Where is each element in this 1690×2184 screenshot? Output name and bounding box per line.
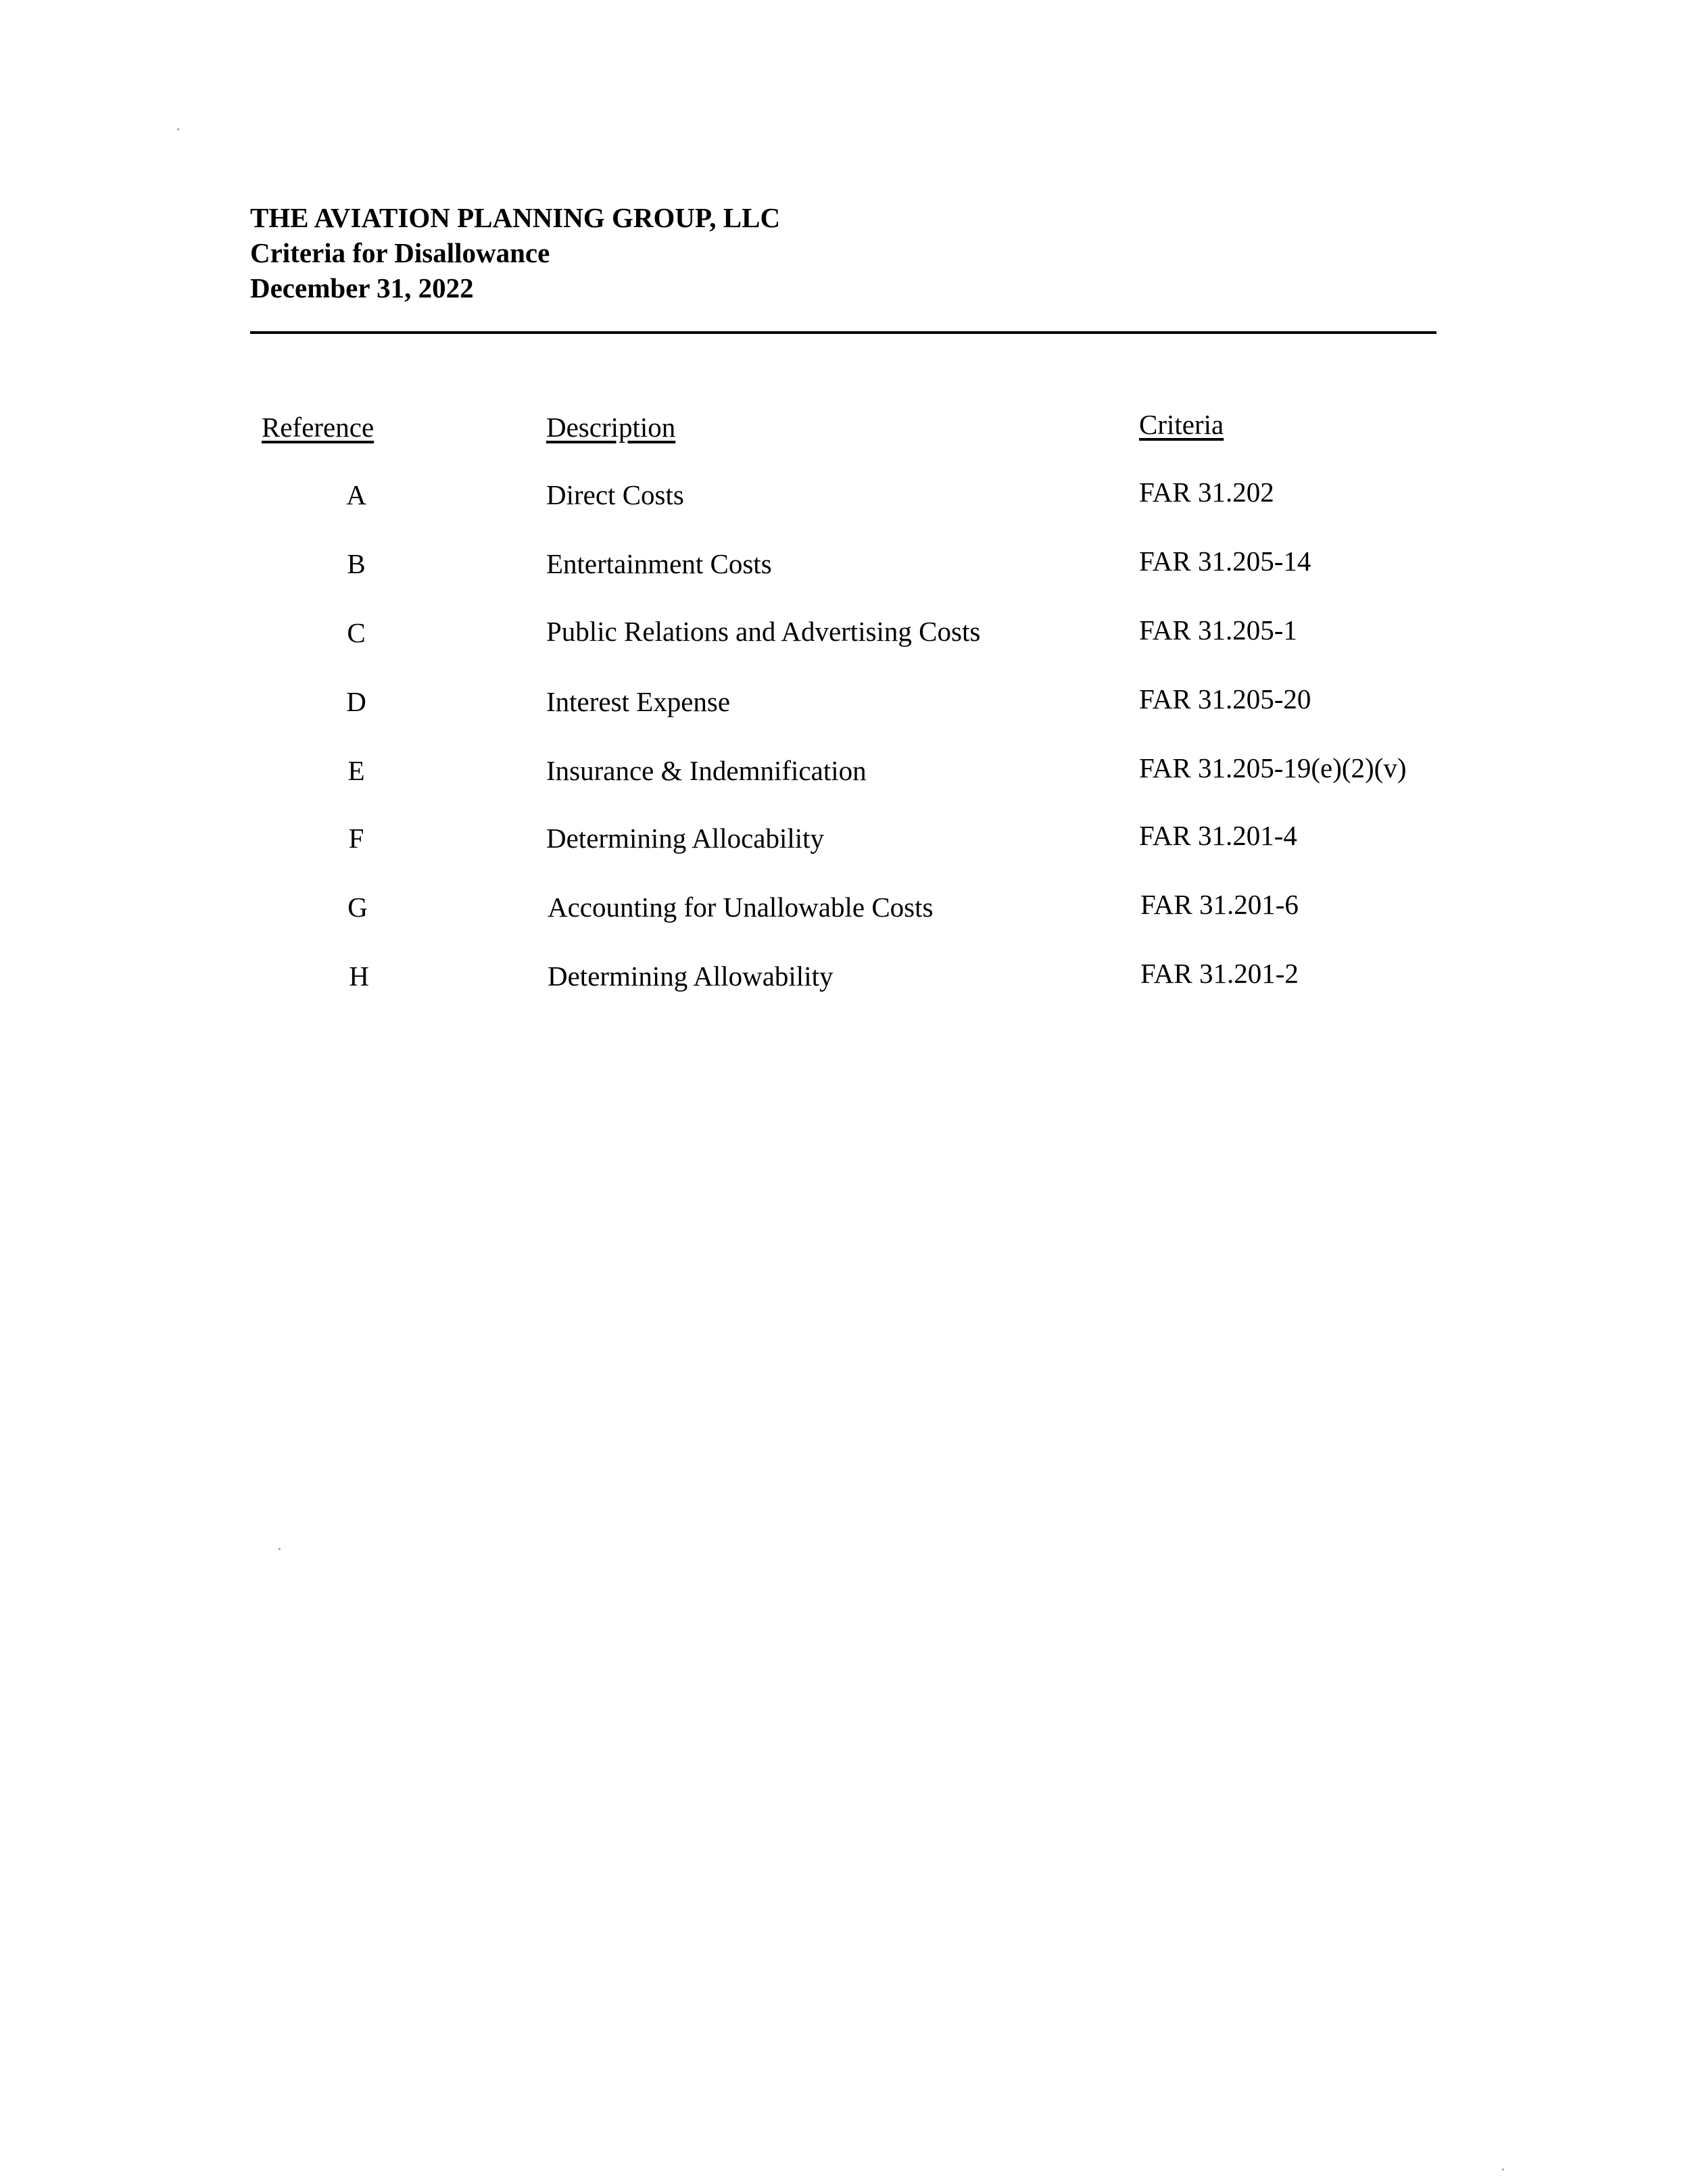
row-criteria: FAR 31.201-4 <box>1139 820 1297 851</box>
column-header-criteria: Criteria <box>1139 409 1224 440</box>
row-reference: G <box>347 892 368 923</box>
row-description: Determining Allocability <box>546 823 825 854</box>
row-criteria: FAR 31.205-20 <box>1139 683 1311 714</box>
row-criteria: FAR 31.201-6 <box>1140 889 1299 920</box>
scan-speck <box>177 128 179 130</box>
row-reference: D <box>346 686 366 717</box>
row-criteria: FAR 31.205-14 <box>1139 545 1311 577</box>
scan-speck <box>1502 2168 1504 2170</box>
row-reference: H <box>349 961 369 992</box>
row-description: Public Relations and Advertising Costs <box>546 616 981 647</box>
row-description: Direct Costs <box>546 479 684 510</box>
row-description: Insurance & Indemnification <box>546 755 867 786</box>
row-reference: C <box>347 617 366 648</box>
row-criteria: FAR 31.205-1 <box>1139 614 1297 646</box>
document-date: December 31, 2022 <box>250 272 474 304</box>
row-description: Entertainment Costs <box>546 548 772 579</box>
row-reference: E <box>347 755 365 786</box>
row-criteria: FAR 31.202 <box>1139 477 1274 508</box>
document-subtitle: Criteria for Disallowance <box>250 237 550 268</box>
row-reference: F <box>348 823 364 854</box>
row-reference: B <box>347 548 366 579</box>
column-header-reference: Reference <box>262 412 375 443</box>
document-header <box>250 200 780 306</box>
header-divider <box>250 331 1436 334</box>
column-header-description: Description <box>546 412 676 443</box>
row-criteria: FAR 31.201-2 <box>1140 958 1299 989</box>
row-description: Interest Expense <box>546 686 731 717</box>
scan-speck <box>279 1548 281 1550</box>
row-reference: A <box>346 479 366 510</box>
row-criteria: FAR 31.205-19(e)(2)(v) <box>1139 752 1407 783</box>
company-name: THE AVIATION PLANNING GROUP, LLC <box>250 202 781 233</box>
row-description: Determining Allowability <box>548 961 834 992</box>
row-description: Accounting for Unallowable Costs <box>548 892 934 923</box>
